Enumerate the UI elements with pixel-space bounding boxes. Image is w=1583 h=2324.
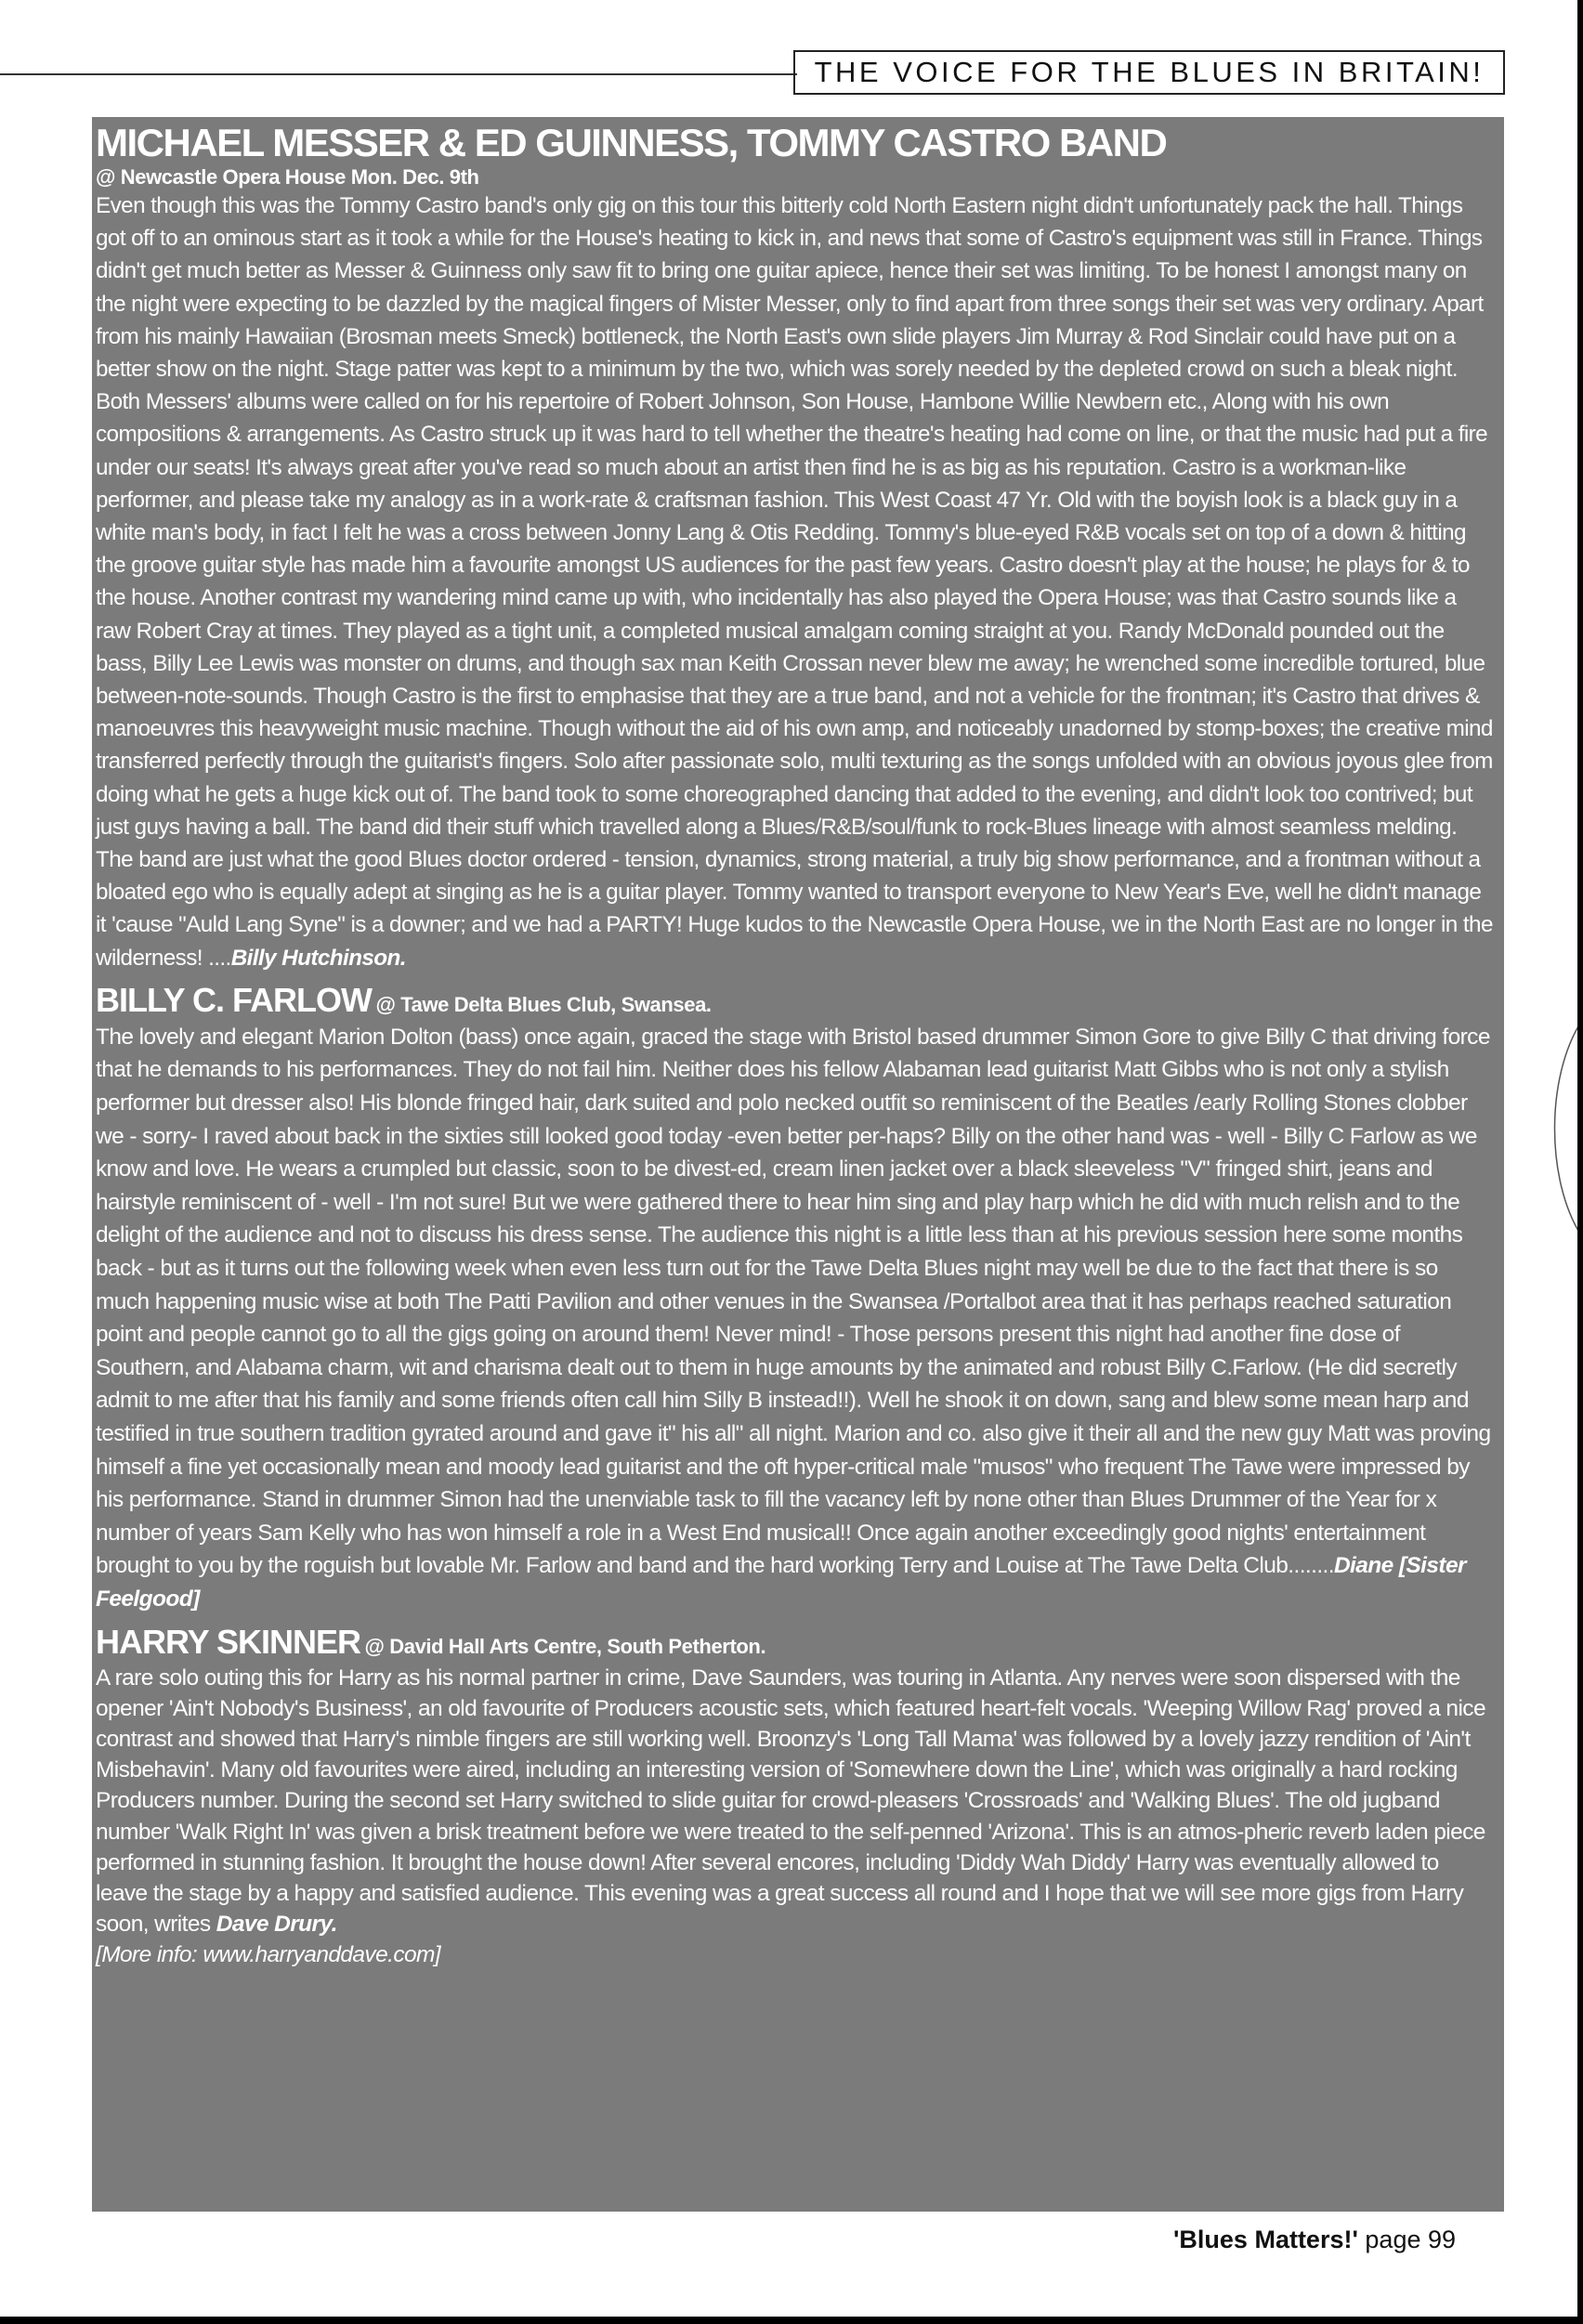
review-venue: @ Tawe Delta Blues Club, Swansea. — [375, 992, 712, 1016]
review-venue: @ David Hall Arts Centre, South Petherton. — [364, 1634, 766, 1658]
review-body — [96, 1663, 1495, 1971]
review-signature: Diane [Sister Feelgood] — [96, 1553, 1466, 1612]
review-body — [96, 189, 1495, 974]
review-billy-farlow — [96, 980, 1495, 1616]
footer-brand: 'Blues Matters!' — [1173, 2226, 1358, 2253]
page-number: page 99 — [1365, 2226, 1457, 2253]
review-title: HARRY SKINNER — [96, 1622, 361, 1661]
review-body-text: The lovely and elegant Marion Dolton (bass) once again, graced the stage with Bristol based drummer Simon Gore to give Billy C that driving force that he demands to his performances. They do not fail him. Neither does his fellow Alabaman lead guitarist Matt Gibbs who is not only a stylish performer but dresser also! His blonde fringed hair, dark suited and polo necked outfit so reminiscent of the Beatles /early Rolling Stones clobber we - sorry- I raved about back in the sixties still looked good today -even better per-haps? Billy on the other hand was - well - Billy C Farlow as we know and love. He wears a crumpled but classic, soon to be divest-ed, cream linen jacket over a black sleeveless "V" fringed shirt, jeans and hairstyle reminiscent of - well - I'm not sure! But we were gathered there to hear him sing and play harp which he did with much relish and to the delight of the audience and not to discuss his dress sense. The audience this night is a little less than at his previous session here some months back - but as it turns out the following week when even less turn out for the Tawe Delta Blues night may well be due to the fact that there is so much happening music wise at both The Patti Pavilion and other venues in the Swansea /Portalbot area that it has perhaps reached saturation point and people cannot go to all the gigs going on around them! Never mind! - Those persons present this night had another fine dose of Southern, and Alabama charm, wit and charisma dealt out to them in huge amounts by the animated and robust Billy C.Farlow. (He did secretly admit to me after that his family and some friends often call him Silly B instead!!). Well he shook it on down, sang and blew some mean harp and testified in true southern tradition gyrated around and gave it" his all" all night. Marion and co. also give it their all and the new guy Matt was proving himself a fine yet occasionally mean and moody lead guitarist and the oft hyper-critical male "musos" who frequent The Tawe were impressed by his performance. Stand in drummer Simon had the unenviable task to fill the vacancy left by none other than Blues Drummer of the Year for x number of years Sam Kelly who has won himself a role in a West End musical!! Once again another exceedingly good nights' entertainment brought to you by the roguish but lovable Mr. Farlow and band and the hard working Terry and Louise at The Tawe Delta Club........ — [96, 1024, 1491, 1579]
review-venue: @ Newcastle Opera House Mon. Dec. 9th — [96, 165, 479, 189]
review-title: MICHAEL MESSER & ED GUINNESS, TOMMY CASTRO BAND — [96, 121, 1167, 164]
review-signature: Billy Hutchinson. — [230, 945, 406, 971]
scan-edge-bottom — [0, 2317, 1583, 2324]
review-harry-skinner — [96, 1622, 1495, 1971]
review-title: BILLY C. FARLOW — [96, 980, 373, 1019]
review-body-text: A rare solo outing this for Harry as his normal partner in crime, Dave Saunders, was touring in Atlanta. Any nerves were soon dispersed with the opener 'Ain't Nobody's Business', an old favourite of Producers acoustic sets, which featured heart-felt vocals. 'Weeping Willow Rag' proved a nice contrast and showed that Harry's nimble fingers are still working well. Broonzy's 'Long Tall Mama' was followed by a lovely jazzy rendition of 'Ain't Misbehavin'. Many old favourites were aired, including an interesting version of 'Somewhere down the Line', which was originally a hard rocking Producers number. During the second set Harry switched to slide guitar for crowd-pleasers 'Crossroads' and 'Walking Blues'. The old jugband number 'Walk Right In' was given a brisk treatment before we were treated to the self-penned 'Arizona'. This is an atmos-pheric reverb laden piece performed in stunning fashion. It brought the house down! After several encores, including 'Diddy Wah Diddy' Harry was eventually allowed to leave the stage by a happy and satisfied audience. This evening was a great success all round and I hope that we will see more gigs from Harry soon, writes — [96, 1665, 1485, 1938]
review-messer-castro — [96, 121, 1495, 974]
more-info-link[interactable]: [More info: www.harryanddave.com] — [96, 1942, 441, 1968]
top-rule — [0, 73, 797, 75]
magazine-tagline: THE VOICE FOR THE BLUES IN BRITAIN! — [793, 50, 1505, 95]
reviews-panel — [92, 117, 1504, 2212]
page-footer — [1173, 2226, 1456, 2254]
review-signature: Dave Drury. — [216, 1912, 337, 1938]
scan-edge-right — [1577, 0, 1583, 2324]
review-body-text: Even though this was the Tommy Castro band's only gig on this tour this bitterly cold North Eastern night didn't unfortunately pack the hall. Things got off to an ominous start as it took a while for the House's heating to kick in, and news that some of Castro's equipment was still in France. Things didn't get much better as Messer & Guinness only saw fit to bring one guitar apiece, hence their set was limiting. To be honest I amongst many on the night were expecting to be dazzled by the magical fingers of Mister Messer, only to find apart from three songs their set was very ordinary. Apart from his mainly Hawaiian (Brosman meets Smeck) bottleneck, the North East's own slide players Jim Murray & Rod Sinclair could have put on a better show on the night. Stage patter was kept to a minimum by the two, which was sorely needed by the depleted crowd on such a bleak night. Both Messers' albums were called on for his repertoire of Robert Johnson, Son House, Hambone Willie Newbern etc., Along with his own compositions & arrangements. As Castro struck up it was hard to tell whether the theatre's heating had come on line, or that the music had put a fire under our seats! It's always great after you've read so much about an artist then find he is as big as his reputation. Castro is a workman-like performer, and please take my analogy as in a work-rate & craftsman fashion. This West Coast 47 Yr. Old with the boyish look is a black guy in a white man's body, in fact I felt he was a cross between Jonny Lang & Otis Redding. Tommy's blue-eyed R&B vocals set on top of a down & hitting the groove guitar style has made him a favourite amongst US audiences for the past few years. Castro doesn't play at the house; he plays for & to the house. Another contrast my wandering mind came up with, who incidentally has also played the Opera House; was that Castro sounds like a raw Robert Cray at times. They played as a tight unit, a completed musical amalgam coming straight at you. Randy McDonald pounded out the bass, Billy Lee Lewis was monster on drums, and though sax man Keith Crossan never blew me away; he wrenched some incredible tortured, blue between-note-sounds. Though Castro is the first to emphasise that they are a true band, and not a vehicle for the frontman; it's Castro that drives & manoeuvres this heavyweight music machine. Though without the aid of his own amp, and noticeably unadorned by stomp-boxes; the creative mind transferred perfectly through the guitarist's fingers. Solo after passionate solo, multi texturing as the songs unfolded with an obvious joyous glee from doing what he gets a huge kick out of. The band took to some choreographed dancing that added to the evening, and didn't look too contrived; but just guys having a ball. The band did their stuff which travelled along a Blues/R&B/soul/funk to rock-Blues lineage with almost seamless melding. The band are just what the good Blues doctor ordered - tension, dynamics, strong material, a truly big show performance, and a frontman without a bloated ego who is equally adept at singing as he is a guitar player. Tommy wanted to transport everyone to New Year's Eve, well he didn't manage it 'cause "Auld Lang Syne" is a downer; and we had a PARTY! Huge kudos to the Newcastle Opera House, we in the North East are no longer in the wilderness! .... — [96, 193, 1493, 971]
review-body — [96, 1021, 1495, 1616]
